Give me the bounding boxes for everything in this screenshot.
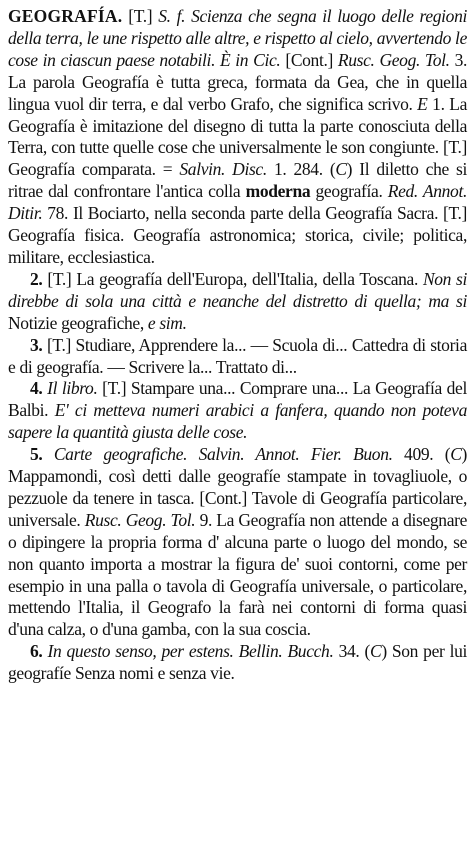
sense-number: 6. <box>30 641 43 662</box>
dictionary-entry-geografia <box>8 6 467 685</box>
sense-2 <box>8 269 467 335</box>
text-run: Notizie geografiche, <box>8 312 148 333</box>
text-run: 3. La parola Geografía è tutta greca, formata da Gea, che in quella lingua vuol dir terra, e dal verbo Grafo, che significa scrivo. <box>8 49 468 114</box>
text-run: 78. Il Bociarto, nella seconda parte della Geografía Sacra. [T.] Geografía fisica. Geografía astronomica; storica, civile; politica, militare, ecclesiastica. <box>8 203 467 267</box>
sense-6 <box>8 641 467 685</box>
italic-run: Rusc. Geog. Tol. <box>337 49 450 70</box>
text-run: [T.] <box>122 6 159 26</box>
text-run: 409. ( <box>392 444 451 465</box>
italic-run: Il libro. <box>47 378 98 399</box>
sense-number: 4. <box>30 378 43 399</box>
italic-run: S. f. Scienza che segna il luogo delle regioni della terra, le une rispetto alle altre, e rispetto al cielo, avvertendo le cose in ciascun paese notabili. È in Cic. <box>8 6 467 70</box>
text-run: ) Son per lui geografíe Senza nomi e senza vie. <box>8 641 467 684</box>
italic-run: Red. Annot. Ditir. <box>8 181 467 224</box>
entry-definition <box>8 6 467 269</box>
sense-number: moderna <box>245 181 311 202</box>
headword: GEOGRAFÍA. <box>8 6 123 26</box>
text-run: [Cont.] <box>280 49 338 70</box>
italic-run: E <box>417 93 428 114</box>
sense-5 <box>8 444 467 641</box>
italic-run: E' ci metteva numeri arabici a fanfera, quando non poteva sapere la quantità giusta delle cose. <box>8 400 467 443</box>
sense-3 <box>8 335 467 379</box>
italic-run: Rusc. Geog. Tol. <box>84 509 196 530</box>
text-run: 34. ( <box>333 641 370 662</box>
italic-run: e sim. <box>147 312 187 333</box>
italic-run: Salvin. Disc. <box>179 159 267 180</box>
text-run: 1. 284. ( <box>266 159 336 180</box>
text-run: 1. La Geografía è imitazione del disegno di tutta la parte conosciuta della Terra, con tutte quelle cose che universalmente le son congiunte. [T.] Geografía comparata. = <box>8 93 467 180</box>
text-run: ) Mappamondi, così detti dalle geografíe stampate in tovagliuole, o pezzuole da tenere in tasca. [Cont.] Tavole di Geografía particolare, universale. <box>8 444 467 530</box>
italic-run: Non si direbbe di sola una città e neanche del distretto di quella; ma si <box>8 268 467 311</box>
text-run: [T.] Studiare, Apprendere la... — Scuola di... Cattedra di storia e di geografía. — Scrivere la... Trattato di... <box>8 334 467 377</box>
italic-run: In questo senso, per estens. Bellin. Bucch. <box>47 641 334 662</box>
sense-number: 2. <box>30 268 43 289</box>
text-run <box>42 444 53 464</box>
text-run: 9. La Geografía non attende a disegnare o dipingere la propria forma d' alcuna parte o luogo del mondo, se non quanto importa a mostrar la figura de' suoi contorni, come per esempio in una palla o tavola di Geografía universale, o particolare, mettendo l'Italia, il Geografo la farà nei contorni di forma quasi d'una calza, o d'una gamba, con la sua coscia. <box>8 509 468 640</box>
sense-4 <box>8 378 467 444</box>
italic-run: C <box>335 159 347 180</box>
sense-number: 3. <box>30 334 43 355</box>
italic-run: Carte geografiche. Salvin. Annot. Fier. Buon. <box>53 444 393 465</box>
italic-run: C <box>450 444 462 465</box>
sense-number: 5. <box>30 444 43 465</box>
text-run: geografía. <box>310 181 388 202</box>
text-run: [T.] Stampare una... Comprare una... La Geografía del Balbi. <box>8 378 467 421</box>
text-run: ) Il diletto che si ritrae dal confrontare l'antica colla <box>8 159 467 202</box>
text-run: [T.] La geografía dell'Europa, dell'Italia, della Toscana. <box>42 268 423 289</box>
italic-run: C <box>369 641 382 662</box>
